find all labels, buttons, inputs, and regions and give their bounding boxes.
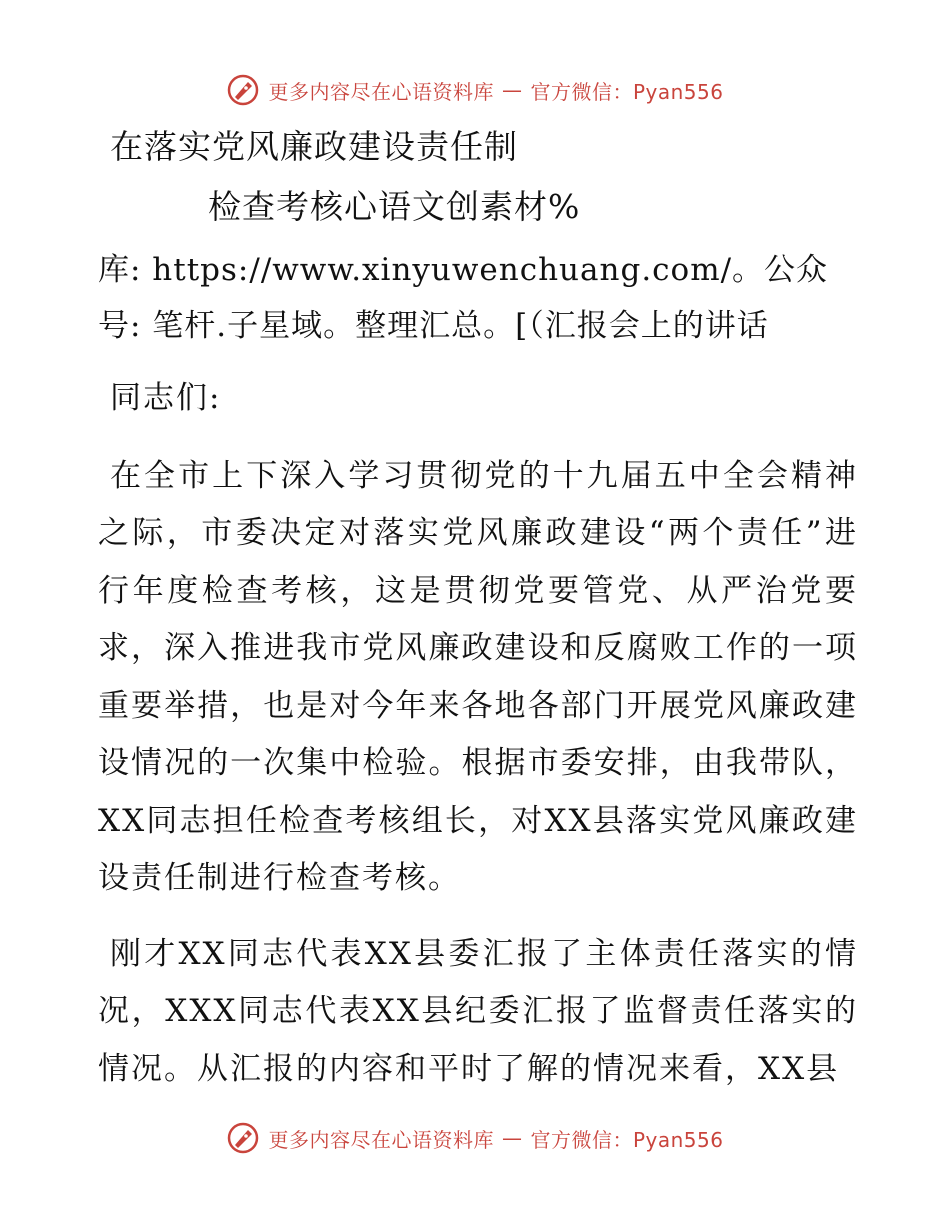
watermark-contact: 官方微信：Pyan556 (530, 1127, 724, 1152)
salutation: 同志们: (110, 380, 222, 416)
document-source-note: 库: https://www.xinyuwenchuang.com/。公众号: 笔杆.子星域。整理汇总。[（汇报会上的讲话 (98, 252, 829, 344)
pen-nib-icon (226, 73, 260, 107)
watermark-contact: 官方微信：Pyan556 (530, 79, 724, 104)
header-watermark (0, 70, 950, 110)
pen-nib-icon (226, 1121, 260, 1155)
watermark-separator: — (501, 78, 523, 102)
document-title-line-1: 在落实党风廉政建设责任制 (110, 127, 518, 166)
watermark-text: 更多内容尽在心语资料库 (268, 79, 494, 104)
watermark-separator: — (501, 1126, 523, 1150)
document-body (98, 124, 858, 1116)
watermark-text: 更多内容尽在心语资料库 (268, 1127, 494, 1152)
document-title-line-2: 检查考核心语文创素材% (208, 187, 581, 226)
footer-watermark (0, 1118, 950, 1158)
paragraph-1: 在全市上下深入学习贯彻党的十九届五中全会精神之际，市委决定对落实党风廉政建设“两个责任”进行年度检查考核，这是贯彻党要管党、从严治党要求，深入推进我市党风廉政建设和反腐败工作的一项重要举措，也是对今年来各地各部门开展党风廉政建设情况的一次集中检验。根据市委安排，由我带队，XX同志担任检查考核组长，对XX县落实党风廉政建设责任制进行检查考核。 (98, 457, 858, 896)
paragraph-2: 刚才XX同志代表XX县委汇报了主体责任落实的情况，XXX同志代表XX县纪委汇报了监督责任落实的情况。从汇报的内容和平时了解的情况来看，XX县 (98, 935, 858, 1087)
